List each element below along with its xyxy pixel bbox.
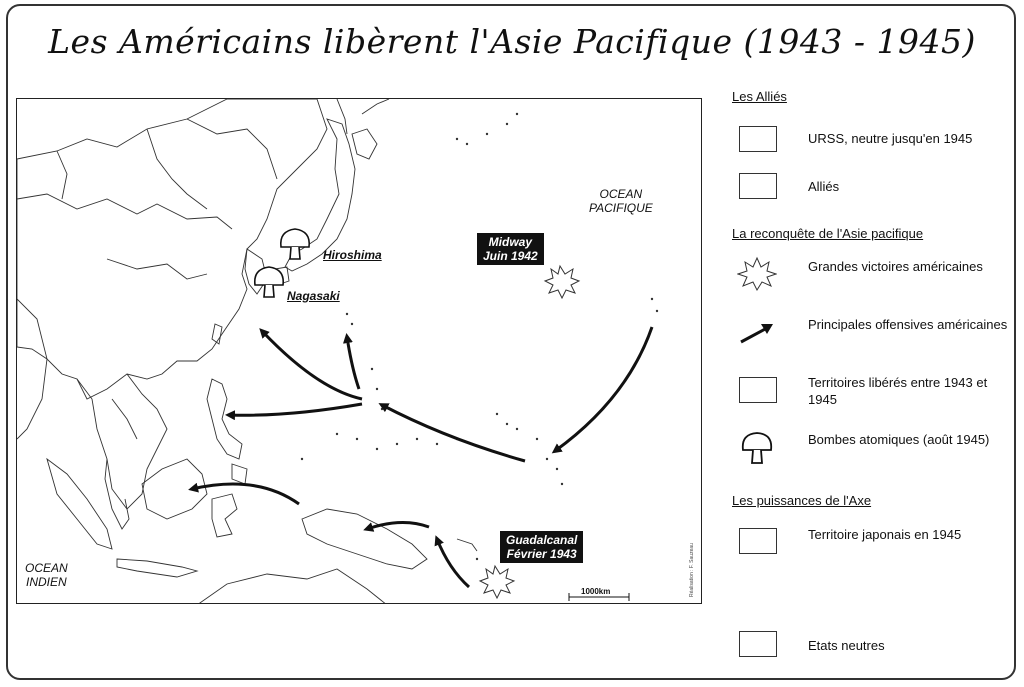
legend-text-offensives: Principales offensives américaines xyxy=(808,317,1008,332)
island-dot xyxy=(506,423,508,425)
philippines-outline xyxy=(207,379,242,459)
offensive-arrow xyxy=(555,327,652,451)
city-nagasaki: Nagasaki xyxy=(287,289,340,303)
island-dot xyxy=(466,143,468,145)
island-dot xyxy=(496,413,498,415)
sulawesi-outline xyxy=(212,494,237,537)
island-dot xyxy=(561,483,563,485)
asia-mainland-outline xyxy=(17,99,327,399)
hokkaido-outline xyxy=(352,129,377,159)
landmass-outlines xyxy=(17,99,477,604)
offensive-arrow xyxy=(229,404,362,415)
offensive-arrow xyxy=(382,405,525,461)
legend-victory-explosion-icon xyxy=(737,256,777,292)
island-dot xyxy=(376,448,378,450)
island-dot xyxy=(396,443,398,445)
island-dot xyxy=(486,133,488,135)
city-hiroshima: Hiroshima xyxy=(323,248,382,262)
island-dot xyxy=(376,388,378,390)
sumatra-outline xyxy=(47,459,112,549)
island-dot xyxy=(351,323,353,325)
island-dot xyxy=(656,310,658,312)
legend-text-victoires: Grandes victoires américaines xyxy=(808,259,983,274)
new-guinea-outline xyxy=(302,509,427,569)
india-outline xyxy=(17,299,47,439)
island-dot xyxy=(416,438,418,440)
mushroom-cloud-icon xyxy=(281,229,309,259)
border-line xyxy=(147,129,207,209)
indochina-outline xyxy=(77,374,167,509)
victory-explosion-icon xyxy=(480,566,514,598)
legend-heading-allies: Les Alliés xyxy=(732,89,787,104)
island-dot xyxy=(381,408,383,410)
legend-swatch-japon xyxy=(739,528,777,554)
legend-heading-reconquete: La reconquête de l'Asie pacifique xyxy=(732,226,924,241)
border-line xyxy=(107,259,207,279)
island-dot xyxy=(556,468,558,470)
event-guadalcanal: Guadalcanal Février 1943 xyxy=(500,531,583,563)
offensive-arrow xyxy=(192,484,299,504)
island-dot xyxy=(356,438,358,440)
island-dot xyxy=(476,558,478,560)
legend-mushroom-cloud-icon xyxy=(737,432,777,466)
island-dot xyxy=(506,123,508,125)
legend-text-allies: Alliés xyxy=(808,179,840,194)
legend-text-urss: URSS, neutre jusqu'en 1945 xyxy=(808,131,973,146)
island-dot xyxy=(336,433,338,435)
border-line xyxy=(187,119,277,179)
island-dot xyxy=(301,458,303,460)
map-area xyxy=(16,98,702,604)
label-ocean-pacifique: OCEAN PACIFIQUE xyxy=(589,187,653,215)
island-dot xyxy=(456,138,458,140)
legend-arrow-icon xyxy=(737,320,777,346)
island-dot xyxy=(651,298,653,300)
legend-text-bombes: Bombes atomiques (août 1945) xyxy=(808,432,990,447)
legend-text-territoires: Territoires libérés entre 1943 et 1945 xyxy=(808,375,988,407)
island-dot xyxy=(536,438,538,440)
kuril-outline xyxy=(362,99,389,114)
map-credit: Réalisation : F. Sauzeau xyxy=(689,543,695,597)
victory-explosion-icon xyxy=(545,266,579,298)
legend-heading-axe: Les puissances de l'Axe xyxy=(732,493,872,508)
island-dots xyxy=(301,113,658,560)
offensive-arrow xyxy=(347,337,359,389)
island-dot xyxy=(516,428,518,430)
island-dot xyxy=(516,113,518,115)
island-dot xyxy=(436,443,438,445)
mushroom-cloud-icon xyxy=(255,267,283,297)
label-ocean-indien: OCEAN INDIEN xyxy=(25,561,68,589)
sakhalin-outline xyxy=(337,99,347,134)
australia-outline xyxy=(197,569,387,604)
border-line xyxy=(57,151,67,199)
scale-label: 1000km xyxy=(581,587,611,596)
island-dot xyxy=(546,458,548,460)
legend-text-neutres: Etats neutres xyxy=(808,638,885,653)
offensive-arrow xyxy=(437,539,469,587)
island-dot xyxy=(371,368,373,370)
legend-swatch-urss xyxy=(739,126,777,152)
legend-swatch-neutres xyxy=(739,631,777,657)
border-line xyxy=(112,399,137,439)
mindanao-outline xyxy=(232,464,247,484)
event-midway: Midway Juin 1942 xyxy=(477,233,544,265)
java-outline xyxy=(117,559,197,577)
legend-text-japon: Territoire japonais en 1945 xyxy=(808,527,962,542)
border-line xyxy=(17,194,232,229)
island-dot xyxy=(346,313,348,315)
solomon-outline xyxy=(457,539,477,551)
legend-swatch-territoires xyxy=(739,377,777,403)
map-title: Les Américains libèrent l'Asie Pacifique (1943 - 1945) xyxy=(48,22,976,61)
map-svg xyxy=(17,99,702,604)
legend-swatch-allies xyxy=(739,173,777,199)
